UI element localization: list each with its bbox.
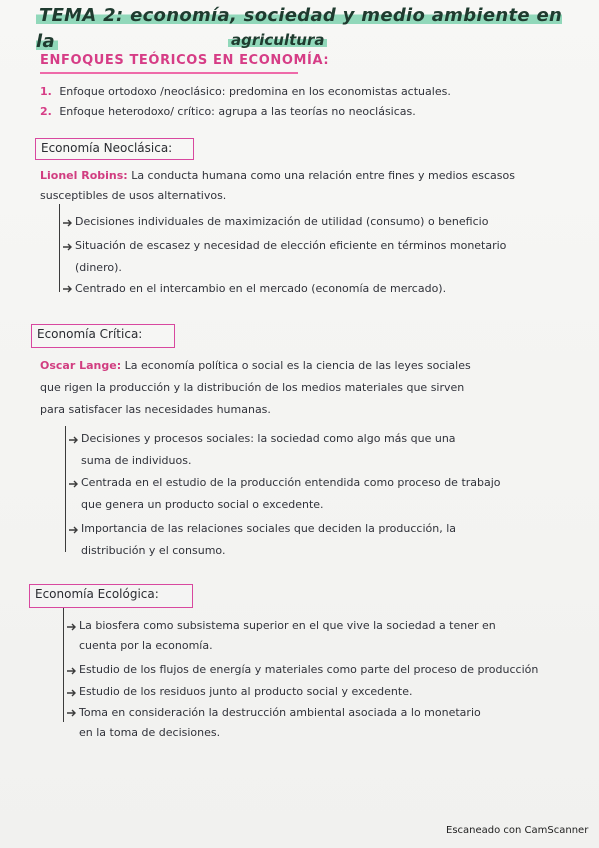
- arrow-icon: [68, 525, 80, 535]
- neoclassical-item-2: Situación de escasez y necesidad de elección eficiente en términos monetario: [75, 239, 507, 252]
- neoclassical-bracket: [59, 204, 60, 292]
- critical-definition-line-2: que rigen la producción y la distribución de los medios materiales que sirven: [40, 381, 465, 394]
- critical-item-1: Decisiones y procesos sociales: la sociedad como algo más que una: [81, 432, 456, 445]
- camscanner-watermark: Escaneado con CamScanner: [446, 825, 589, 836]
- ecological-item-3: Estudio de los residuos junto al producto social y excedente.: [79, 685, 413, 698]
- ecological-item-2: Estudio de los flujos de energía y materiales como parte del proceso de producción: [79, 663, 539, 676]
- neoclassical-item-2-continuation: (dinero).: [75, 261, 122, 274]
- approach-2-text: Enfoque heterodoxo/ crítico: agrupa a las teorías no neoclásicas.: [59, 105, 416, 118]
- neoclassical-box: Economía Neoclásica:: [35, 138, 194, 160]
- critical-author: Oscar Lange:: [40, 359, 122, 372]
- critical-item-2: Centrada en el estudio de la producción entendida como proceso de trabajo: [81, 476, 501, 489]
- ecological-item-4: Toma en consideración la destrucción ambiental asociada a lo monetario: [79, 706, 481, 719]
- critical-item-3: Importancia de las relaciones sociales que deciden la producción, la: [81, 522, 457, 535]
- critical-bracket: [65, 426, 66, 552]
- arrow-icon: [66, 708, 78, 718]
- page-title-continuation: [228, 31, 327, 49]
- approach-1: [40, 84, 451, 99]
- arrow-icon: [66, 666, 78, 676]
- critical-item-1-continuation: suma de individuos.: [81, 454, 192, 467]
- ecological-bracket: [63, 608, 64, 722]
- critical-definition-line-3: para satisfacer las necesidades humanas.: [40, 403, 271, 416]
- page-title-highlight: TEMA 2: economía, sociedad y medio ambiente en la: [36, 5, 563, 52]
- ecological-item-1: La biosfera como subsistema superior en el que vive la sociedad a tener en: [79, 619, 496, 632]
- critical-definition-line-1: [40, 358, 471, 373]
- arrow-icon: [62, 218, 74, 228]
- neoclassical-item-1: Decisiones individuales de maximización de utilidad (consumo) o beneficio: [75, 215, 489, 228]
- arrow-icon: [62, 284, 74, 294]
- page-title-line2: agricultura: [228, 31, 327, 49]
- arrow-icon: [66, 688, 78, 698]
- critical-definition-1: La economía política o social es la ciencia de las leyes sociales: [124, 359, 471, 372]
- section-heading: ENFOQUES TEÓRICOS EN ECONOMÍA:: [40, 53, 330, 68]
- approach-2-number: 2.: [40, 105, 52, 118]
- ecological-item-4-continuation: en la toma de decisiones.: [79, 726, 221, 739]
- critical-item-2-continuation: que genera un producto social o excedente.: [81, 498, 324, 511]
- arrow-icon: [62, 242, 74, 252]
- approach-1-text: Enfoque ortodoxo /neoclásico: predomina en los economistas actuales.: [59, 85, 451, 98]
- neoclassical-author: Lionel Robins:: [40, 169, 128, 182]
- approach-1-number: 1.: [40, 85, 52, 98]
- ecological-item-1-continuation: cuenta por la economía.: [79, 639, 213, 652]
- neoclassical-definition-line-1: [40, 168, 515, 183]
- ecological-box: Economía Ecológica:: [29, 584, 193, 608]
- critical-item-3-continuation: distribución y el consumo.: [81, 544, 226, 557]
- neoclassical-item-3: Centrado en el intercambio en el mercado (economía de mercado).: [75, 282, 447, 295]
- neoclassical-definition-line-2: susceptibles de usos alternativos.: [40, 189, 227, 202]
- neoclassical-definition-1: La conducta humana como una relación entre fines y medios escasos: [131, 169, 515, 182]
- section-underline: [40, 72, 298, 74]
- arrow-icon: [68, 479, 80, 489]
- arrow-icon: [66, 622, 78, 632]
- critical-box: Economía Crítica:: [31, 324, 175, 348]
- approach-2: [40, 104, 416, 119]
- arrow-icon: [68, 435, 80, 445]
